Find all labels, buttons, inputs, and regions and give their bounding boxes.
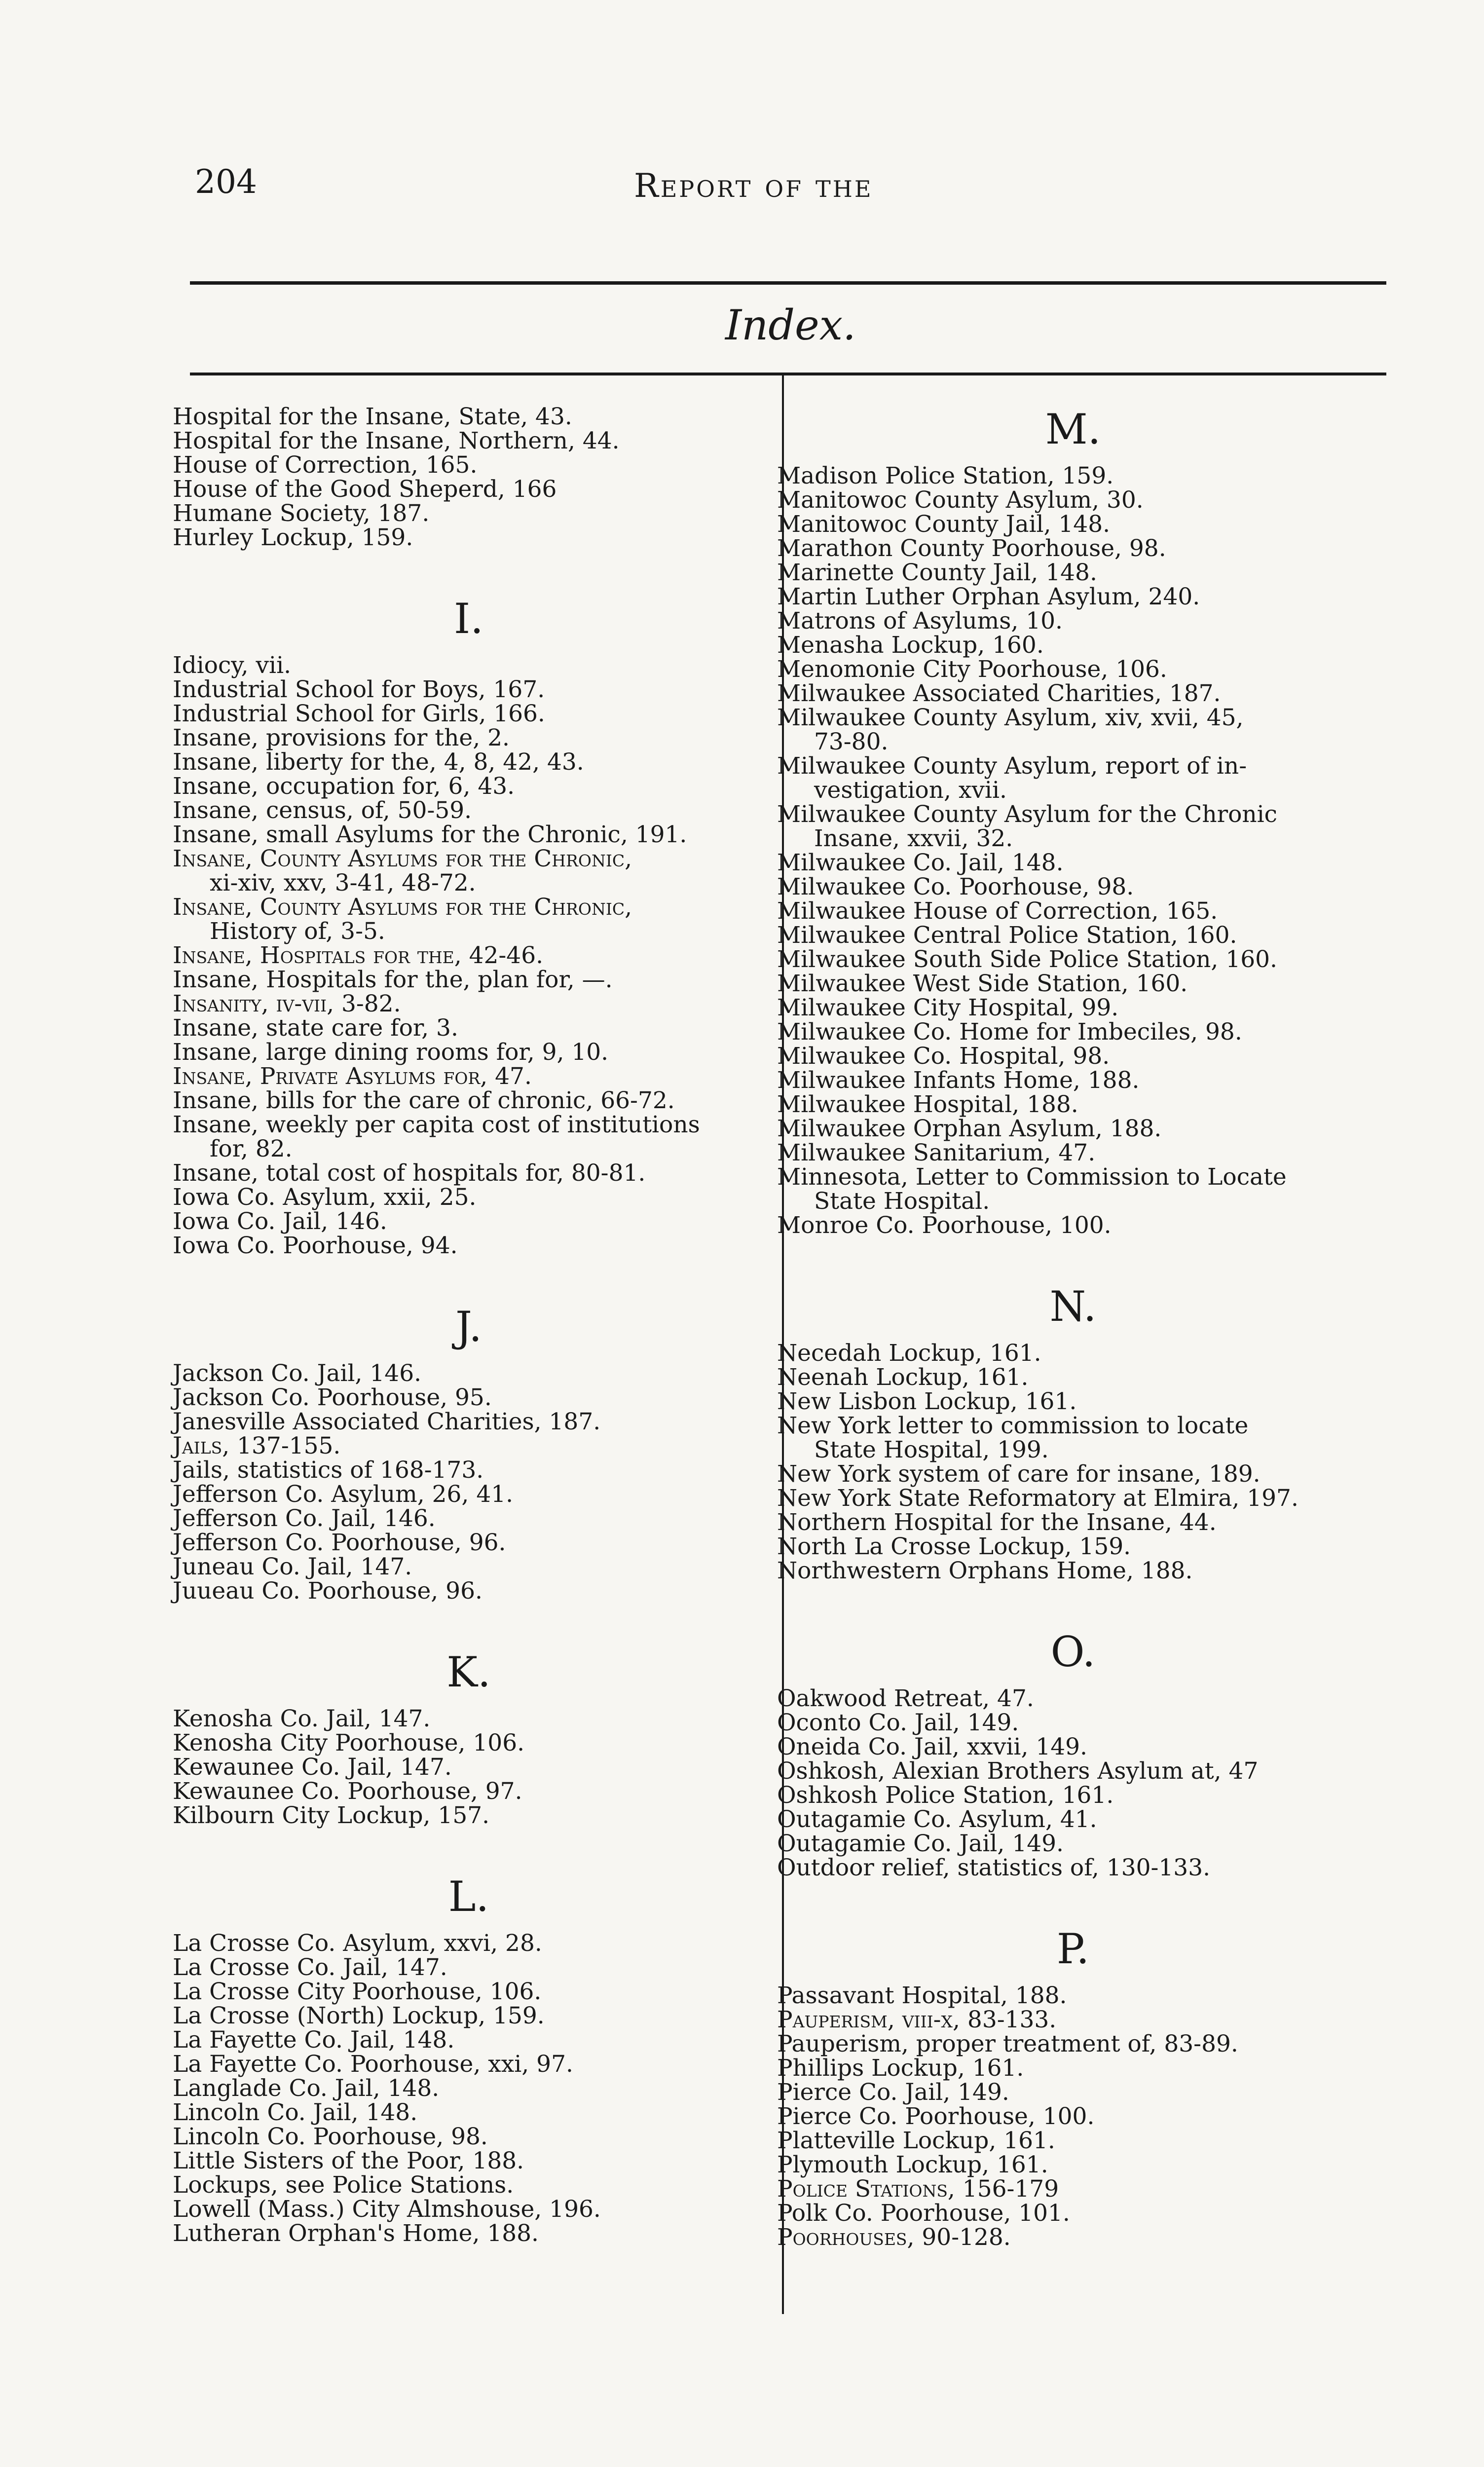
section-letter-heading: J. bbox=[455, 1303, 482, 1351]
index-entry: Insane, occupation for, 6, 43. bbox=[173, 773, 515, 800]
index-entry: Marinette County Jail, 148. bbox=[777, 559, 1097, 586]
index-entry: La Crosse (North) Lockup, 159. bbox=[173, 2002, 545, 2029]
index-entry: Insane, small Asylums for the Chronic, 191. bbox=[173, 821, 687, 848]
index-entry: Iowa Co. Asylum, xxii, 25. bbox=[173, 1184, 477, 1211]
index-entry: Martin Luther Orphan Asylum, 240. bbox=[777, 583, 1200, 610]
index-entry: Oconto Co. Jail, 149. bbox=[777, 1709, 1019, 1736]
index-entry: Kenosha Co. Jail, 147. bbox=[173, 1705, 431, 1732]
index-entry: New York State Reformatory at Elmira, 197. bbox=[777, 1485, 1298, 1512]
index-entry: Milwaukee Infants Home, 188. bbox=[777, 1067, 1140, 1094]
index-entry: Pauperism, viii-x, 83-133. bbox=[777, 2006, 1057, 2033]
index-entry: History of, 3-5. bbox=[210, 918, 385, 945]
index-entry: Milwaukee Co. Hospital, 98. bbox=[777, 1043, 1110, 1070]
index-entry: Industrial School for Girls, 166. bbox=[173, 700, 545, 727]
index-entry: Milwaukee Sanitarium, 47. bbox=[777, 1139, 1096, 1166]
index-section bbox=[777, 1282, 1369, 1583]
index-entry: Humane Society, 187. bbox=[173, 500, 430, 527]
index-entry: Jails, statistics of 168-173. bbox=[173, 1457, 484, 1484]
index-entry: Kenosha City Poorhouse, 106. bbox=[173, 1729, 525, 1757]
index-entry: Milwaukee Hospital, 188. bbox=[777, 1091, 1078, 1118]
index-section bbox=[173, 594, 765, 1258]
index-title: Index. bbox=[725, 301, 856, 349]
index-entry: Neenah Lockup, 161. bbox=[777, 1364, 1029, 1391]
index-entry: Pierce Co. Jail, 149. bbox=[777, 2079, 1009, 2106]
right-index-column bbox=[777, 405, 1369, 2249]
index-entry: Jefferson Co. Jail, 146. bbox=[173, 1505, 436, 1532]
index-entry: State Hospital. bbox=[814, 1188, 990, 1215]
index-section bbox=[777, 1924, 1369, 2249]
index-entry: Passavant Hospital, 188. bbox=[777, 1982, 1067, 2009]
index-entry: Milwaukee City Hospital, 99. bbox=[777, 994, 1119, 1021]
index-entry: Manitowoc County Jail, 148. bbox=[777, 511, 1111, 538]
index-entry: vestigation, xvii. bbox=[814, 777, 1007, 804]
index-entry: Milwaukee Associated Charities, 187. bbox=[777, 680, 1221, 707]
index-entry: Menomonie City Poorhouse, 106. bbox=[777, 656, 1167, 683]
index-entry: Madison Police Station, 159. bbox=[777, 462, 1114, 489]
index-entry: Manitowoc County Asylum, 30. bbox=[777, 486, 1144, 514]
index-entry: Milwaukee County Asylum, report of in- bbox=[777, 752, 1247, 780]
index-entry: Monroe Co. Poorhouse, 100. bbox=[777, 1212, 1112, 1239]
index-entry: Milwaukee South Side Police Station, 160. bbox=[777, 946, 1277, 973]
section-letter-heading: M. bbox=[1045, 405, 1101, 453]
index-entry: New York letter to commission to locate bbox=[777, 1412, 1249, 1439]
index-entry: North La Crosse Lockup, 159. bbox=[777, 1533, 1131, 1560]
index-section bbox=[173, 1302, 765, 1603]
index-entry: Milwaukee Co. Home for Imbeciles, 98. bbox=[777, 1018, 1242, 1046]
section-letter-heading: L. bbox=[448, 1872, 489, 1921]
index-entry: Hospital for the Insane, Northern, 44. bbox=[173, 427, 620, 454]
index-entry: Iowa Co. Jail, 146. bbox=[173, 1208, 387, 1235]
index-entry: La Fayette Co. Poorhouse, xxi, 97. bbox=[173, 2051, 573, 2078]
index-entry: Insane, state care for, 3. bbox=[173, 1014, 458, 1042]
index-entry: Lowell (Mass.) City Almshouse, 196. bbox=[173, 2196, 601, 2223]
index-entry: Insane, provisions for the, 2. bbox=[173, 724, 510, 751]
index-entry: Milwaukee Co. Poorhouse, 98. bbox=[777, 873, 1134, 900]
index-entry: Jackson Co. Poorhouse, 95. bbox=[173, 1384, 492, 1411]
index-entry: Insane, large dining rooms for, 9, 10. bbox=[173, 1039, 609, 1066]
index-entry: Hurley Lockup, 159. bbox=[173, 524, 413, 551]
index-entry: Matrons of Asylums, 10. bbox=[777, 607, 1063, 635]
index-entry: Juueau Co. Poorhouse, 96. bbox=[173, 1577, 482, 1605]
index-entry: Lockups, see Police Stations. bbox=[173, 2171, 514, 2199]
section-letter-heading: I. bbox=[454, 595, 483, 643]
index-entry: Minnesota, Letter to Commission to Locate bbox=[777, 1163, 1287, 1191]
left-index-column bbox=[173, 405, 765, 2245]
index-entry: Jefferson Co. Asylum, 26, 41. bbox=[173, 1481, 514, 1508]
index-entry: Pierce Co. Poorhouse, 100. bbox=[777, 2103, 1095, 2130]
index-entry: Milwaukee County Asylum, xiv, xvii, 45, bbox=[777, 704, 1244, 731]
index-entry: Jefferson Co. Poorhouse, 96. bbox=[173, 1529, 506, 1556]
index-section bbox=[173, 405, 765, 550]
index-section bbox=[777, 405, 1369, 1237]
index-entry: Industrial School for Boys, 167. bbox=[173, 676, 545, 703]
index-entry: Insane, County Asylums for the Chronic, bbox=[173, 894, 632, 921]
index-entry: Oneida Co. Jail, xxvii, 149. bbox=[777, 1733, 1087, 1760]
index-entry: Milwaukee Central Police Station, 160. bbox=[777, 922, 1237, 949]
index-entry: Little Sisters of the Poor, 188. bbox=[173, 2147, 524, 2174]
index-entry: Hospital for the Insane, State, 43. bbox=[173, 403, 572, 430]
index-entry: Insane, Hospitals for the, 42-46. bbox=[173, 942, 544, 969]
index-entry: Necedah Lockup, 161. bbox=[777, 1340, 1041, 1367]
index-entry: Northwestern Orphans Home, 188. bbox=[777, 1557, 1193, 1584]
index-entry: Milwaukee House of Correction, 165. bbox=[777, 897, 1218, 925]
index-entry: 73-80. bbox=[814, 728, 889, 755]
index-entry: Oshkosh, Alexian Brothers Asylum at, 47 bbox=[777, 1757, 1259, 1785]
index-entry: Outagamie Co. Jail, 149. bbox=[777, 1830, 1064, 1857]
index-entry: Poorhouses, 90-128. bbox=[777, 2224, 1011, 2251]
index-section bbox=[173, 1647, 765, 1828]
index-entry: Langlade Co. Jail, 148. bbox=[173, 2075, 440, 2102]
top-rule bbox=[190, 281, 1386, 285]
index-entry: Kewaunee Co. Poorhouse, 97. bbox=[173, 1778, 522, 1805]
index-entry: Oshkosh Police Station, 161. bbox=[777, 1782, 1114, 1809]
section-letter-heading: O. bbox=[1050, 1628, 1096, 1676]
index-section bbox=[173, 1872, 765, 2245]
index-entry: xi-xiv, xxv, 3-41, 48-72. bbox=[210, 869, 476, 897]
running-head: Report of the bbox=[634, 167, 873, 205]
index-entry: Juneau Co. Jail, 147. bbox=[173, 1553, 412, 1580]
index-entry: House of Correction, 165. bbox=[173, 451, 478, 479]
index-entry: Iowa Co. Poorhouse, 94. bbox=[173, 1232, 458, 1259]
index-entry: Police Stations, 156-179 bbox=[777, 2175, 1059, 2203]
index-entry: Phillips Lockup, 161. bbox=[777, 2055, 1024, 2082]
index-entry: Pauperism, proper treatment of, 83-89. bbox=[777, 2030, 1238, 2057]
title-rule bbox=[190, 373, 1386, 375]
index-entry: Idiocy, vii. bbox=[173, 652, 292, 679]
index-entry: Lutheran Orphan's Home, 188. bbox=[173, 2220, 539, 2247]
index-entry: Insane, total cost of hospitals for, 80-81. bbox=[173, 1159, 646, 1187]
index-entry: Jails, 137-155. bbox=[173, 1432, 341, 1459]
index-entry: La Fayette Co. Jail, 148. bbox=[173, 2026, 455, 2054]
index-entry: Milwaukee County Asylum for the Chronic bbox=[777, 801, 1277, 828]
index-entry: Marathon County Poorhouse, 98. bbox=[777, 535, 1166, 562]
index-entry: Insane, xxvii, 32. bbox=[814, 825, 1013, 852]
index-entry: Lincoln Co. Jail, 148. bbox=[173, 2099, 418, 2126]
index-entry: La Crosse City Poorhouse, 106. bbox=[173, 1978, 542, 2005]
index-entry: Insane, census, of, 50-59. bbox=[173, 797, 472, 824]
index-entry: Outagamie Co. Asylum, 41. bbox=[777, 1806, 1097, 1833]
index-entry: for, 82. bbox=[210, 1135, 293, 1162]
index-entry: Jackson Co. Jail, 146. bbox=[173, 1360, 422, 1387]
index-entry: Menasha Lockup, 160. bbox=[777, 632, 1044, 659]
index-entry: New York system of care for insane, 189. bbox=[777, 1460, 1261, 1488]
section-letter-heading: K. bbox=[446, 1648, 491, 1696]
index-entry: Milwaukee West Side Station, 160. bbox=[777, 970, 1188, 997]
index-entry: Milwaukee Co. Jail, 148. bbox=[777, 849, 1064, 876]
index-entry: La Crosse Co. Asylum, xxvi, 28. bbox=[173, 1930, 542, 1957]
index-entry: Insane, Hospitals for the, plan for, —. bbox=[173, 966, 613, 993]
index-section bbox=[777, 1627, 1369, 1880]
index-entry: Janesville Associated Charities, 187. bbox=[173, 1408, 601, 1435]
index-entry: La Crosse Co. Jail, 147. bbox=[173, 1954, 447, 1981]
index-entry: Lincoln Co. Poorhouse, 98. bbox=[173, 2123, 488, 2150]
index-entry: Plymouth Lockup, 161. bbox=[777, 2151, 1048, 2178]
index-entry: State Hospital, 199. bbox=[814, 1436, 1049, 1463]
index-entry: Kewaunee Co. Jail, 147. bbox=[173, 1754, 452, 1781]
index-entry: Insane, liberty for the, 4, 8, 42, 43. bbox=[173, 748, 584, 776]
index-entry: New Lisbon Lockup, 161. bbox=[777, 1388, 1077, 1415]
index-entry: House of the Good Sheperd, 166 bbox=[173, 476, 557, 503]
section-letter-heading: P. bbox=[1056, 1925, 1090, 1973]
index-entry: Kilbourn City Lockup, 157. bbox=[173, 1802, 490, 1829]
index-entry: Insane, bills for the care of chronic, 66-72. bbox=[173, 1087, 675, 1114]
index-entry: Polk Co. Poorhouse, 101. bbox=[777, 2200, 1070, 2227]
index-entry: Insane, weekly per capita cost of institutions bbox=[173, 1111, 700, 1138]
index-entry: Northern Hospital for the Insane, 44. bbox=[777, 1509, 1217, 1536]
section-letter-heading: N. bbox=[1049, 1282, 1097, 1331]
index-entry: Insanity, iv-vii, 3-82. bbox=[173, 990, 401, 1017]
index-entry: Oakwood Retreat, 47. bbox=[777, 1685, 1034, 1712]
index-entry: Platteville Lockup, 161. bbox=[777, 2127, 1055, 2154]
page-number: 204 bbox=[195, 163, 257, 201]
index-entry: Insane, Private Asylums for, 47. bbox=[173, 1063, 532, 1090]
index-entry: Insane, County Asylums for the Chronic, bbox=[173, 845, 632, 872]
index-entry: Outdoor relief, statistics of, 130-133. bbox=[777, 1854, 1211, 1881]
index-entry: Milwaukee Orphan Asylum, 188. bbox=[777, 1115, 1162, 1142]
